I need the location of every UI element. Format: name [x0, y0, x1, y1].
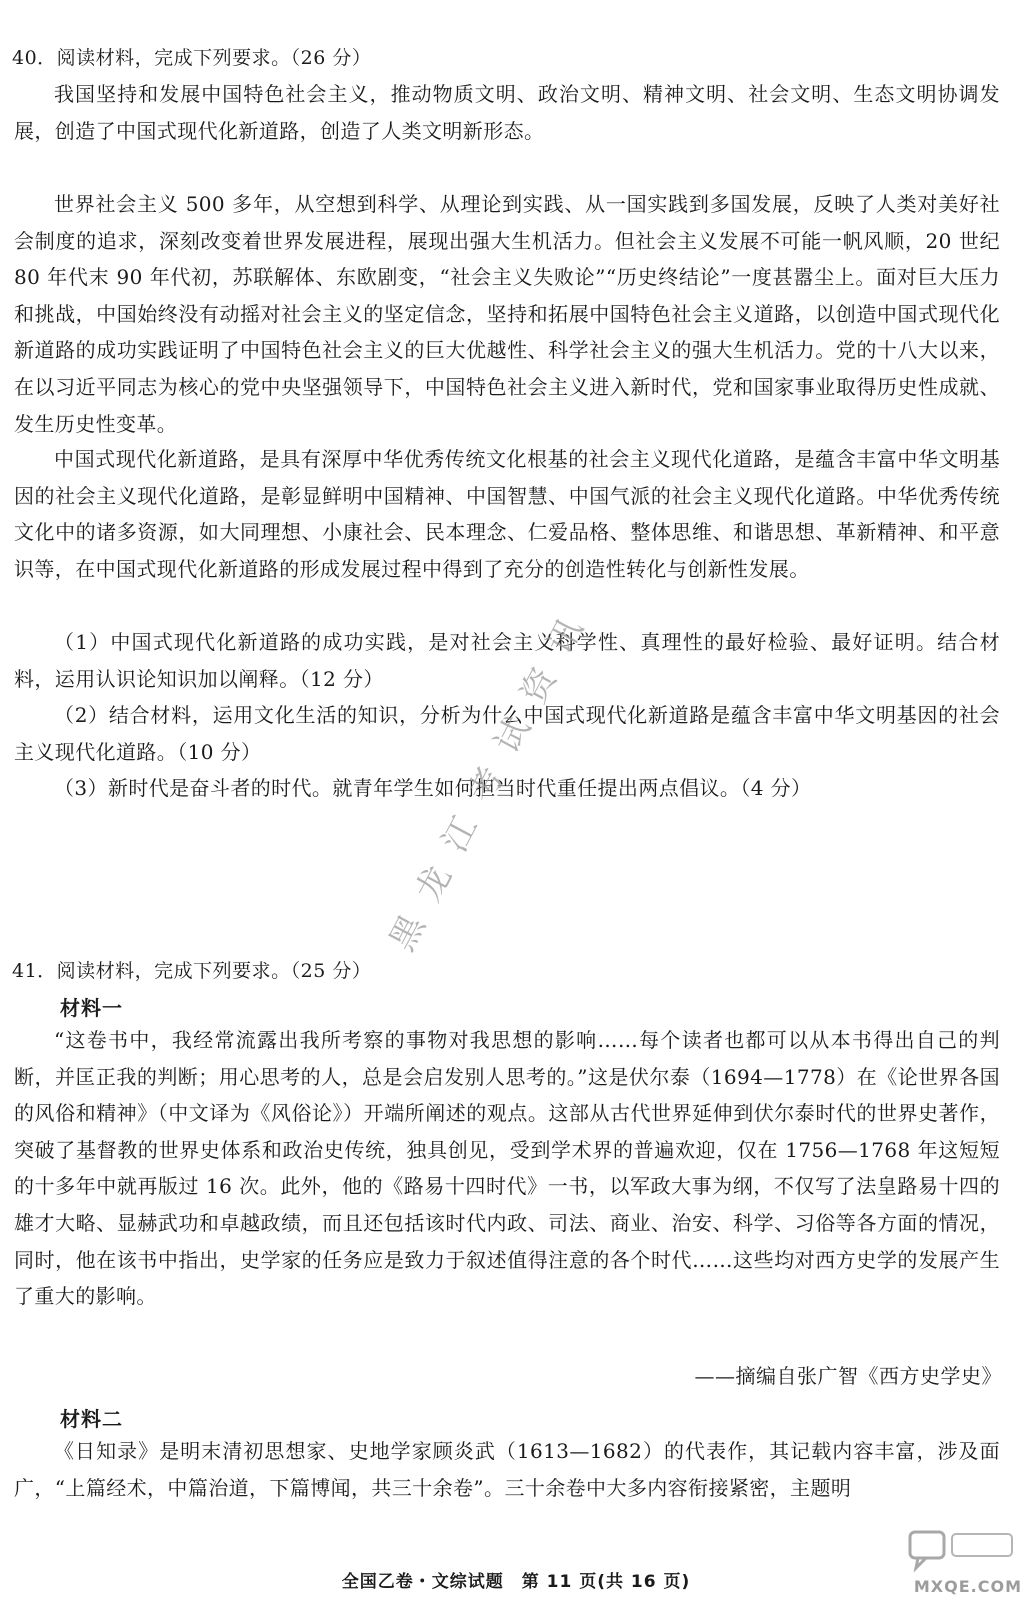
material-1-title: 材料一 [60, 996, 123, 1020]
q40-subquestion-2: （2）结合材料，运用文化生活的知识，分析为什么中国式现代化新道路是蕴含丰富中华文明基因的社会主义现代化道路。（10 分） [14, 703, 1000, 764]
q40-subquestion-1: （1）中国式现代化新道路的成功实践，是对社会主义科学性、真理性的最好检验、最好证明。结合材料，运用认识论知识加以阐释。（12 分） [14, 630, 1000, 691]
material-2-text: 《日知录》是明末清初思想家、史地学家顾炎武（1613—1682）的代表作，其记载内容丰富，涉及面广，“上篇经术，中篇治道，下篇博闻，共三十余卷”。三十余卷中大多内容衔接紧密，主题明 [14, 1439, 1000, 1500]
question-40-heading: 40．阅读材料，完成下列要求。（26 分） [12, 47, 372, 69]
q40-subquestion-3: （3）新时代是奋斗者的时代。就青年学生如何担当时代重任提出两点倡议。（4 分） [54, 776, 812, 800]
material-1-text: “这卷书中，我经常流露出我所考察的事物对我思想的影响……每个读者也都可以从本书得出自己的判断，并匡正我的判断；用心思考的人，总是会启发别人思考的。”这是伏尔泰（1694—1778）在《论世界各国的风俗和精神》（中文译为《风俗论》）开端所阐述的观点。这部从古代世界延伸到伏尔泰时代的世界史著作，突破了基督教的世界史体系和政治史传统，独具创见，受到学术界的普遍欢迎，仅在 1756—1768 年这短短的十多年中就再版过 16 次。此外，他的《路易十四时代》一书，以军政大事为纲，不仅写了法皇路易十四的雄才大略、显赫武功和卓越政绩，而且还包括该时代内政、司法、商业、治安、科学、习俗等各方面的情况，同时，他在该书中指出，史学家的任务应是致力于叙述值得注意的各个时代……这些均对西方史学的发展产生了重大的影响。 [14, 1028, 1000, 1309]
q40-paragraph-3: 中国式现代化新道路，是具有深厚中华优秀传统文化根基的社会主义现代化道路，是蕴含丰富中华文明基因的社会主义现代化道路，是彰显鲜明中国精神、中国智慧、中国气派的社会主义现代化道路。中华优秀传统文化中的诸多资源，如大同理想、小康社会、民本理念、仁爱品格、整体思维、和谐思想、革新精神、和平意识等，在中国式现代化新道路的形成发展过程中得到了充分的创造性转化与创新性发展。 [14, 447, 1000, 581]
material-2-title: 材料二 [60, 1407, 123, 1431]
q40-paragraph-1: 我国坚持和发展中国特色社会主义，推动物质文明、政治文明、精神文明、社会文明、生态文明协调发展，创造了中国式现代化新道路，创造了人类文明新形态。 [14, 82, 1000, 143]
q40-paragraph-2: 世界社会主义 500 多年，从空想到科学、从理论到实践、从一国实践到多国发展，反映了人类对美好社会制度的追求，深刻改变着世界发展进程，展现出强大生机活力。但社会主义发展不可能一帆风顺，20 世纪 80 年代末 90 年代初，苏联解体、东欧剧变，“社会主义失败论”“历史终结论”一度甚嚣尘上。面对巨大压力和挑战，中国始终没有动摇对社会主义的坚定信念，坚持和拓展中国特色社会主义道路，以创造中国式现代化新道路的成功实践证明了中国特色社会主义的巨大优越性、科学社会主义的强大生机活力。党的十八大以来，在以习近平同志为核心的党中央坚强领导下，中国特色社会主义进入新时代，党和国家事业取得历史性成就、发生历史性变革。 [14, 192, 1000, 436]
question-41-heading: 41．阅读材料，完成下列要求。（25 分） [12, 960, 372, 982]
material-1-source: ——摘编自张广智《西方史学史》 [694, 1364, 1002, 1388]
watermark-text: 黑龙江考试资讯 [382, 592, 602, 958]
page-footer: 全国乙卷・文综试题 第 11 页(共 16 页) [341, 1572, 691, 1592]
site-logo-text: MXQE.COM [913, 1577, 1022, 1596]
